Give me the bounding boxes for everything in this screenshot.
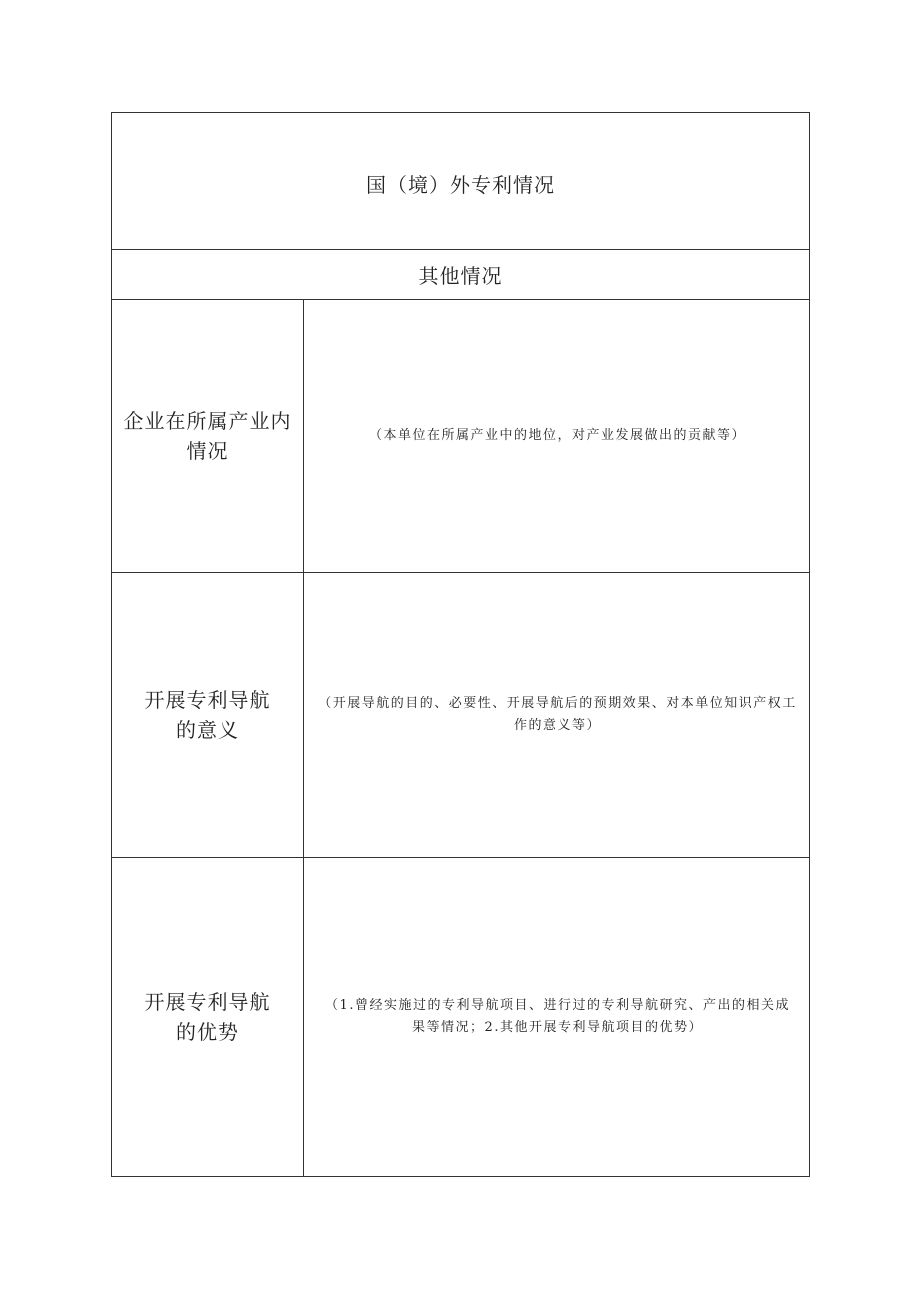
industry-status-row — [112, 300, 810, 573]
navigation-meaning-hint: （开展导航的目的、必要性、开展导航后的预期效果、对本单位知识产权工作的意义等） — [318, 696, 797, 733]
industry-status-content-cell[interactable] — [304, 300, 810, 573]
navigation-meaning-row — [112, 573, 810, 858]
industry-status-label-cell — [112, 300, 304, 573]
navigation-meaning-label-cell — [112, 573, 304, 858]
navigation-advantage-hint: （1.曾经实施过的专利导航项目、进行过的专利导航研究、产出的相关成果等情况；2.其他开展专利导航项目的优势） — [325, 998, 790, 1035]
other-info-header-cell — [112, 250, 810, 300]
industry-status-label: 企业在所属产业内情况 — [123, 409, 292, 463]
navigation-advantage-label: 开展专利导航的优势 — [144, 990, 271, 1044]
navigation-advantage-content-cell[interactable] — [304, 858, 810, 1177]
navigation-meaning-content-cell[interactable] — [304, 573, 810, 858]
navigation-advantage-label-cell — [112, 858, 304, 1177]
patent-navigation-form-table — [111, 112, 810, 1177]
navigation-meaning-label: 开展专利导航的意义 — [144, 688, 271, 742]
other-info-header-row — [112, 250, 810, 300]
foreign-patents-title: 国（境）外专利情况 — [366, 172, 555, 197]
navigation-advantage-row — [112, 858, 810, 1177]
other-info-title: 其他情况 — [418, 264, 503, 288]
foreign-patents-cell[interactable] — [112, 113, 810, 250]
industry-status-hint: （本单位在所属产业中的地位，对产业发展做出的贡献等） — [368, 428, 746, 443]
foreign-patents-row — [112, 113, 810, 250]
